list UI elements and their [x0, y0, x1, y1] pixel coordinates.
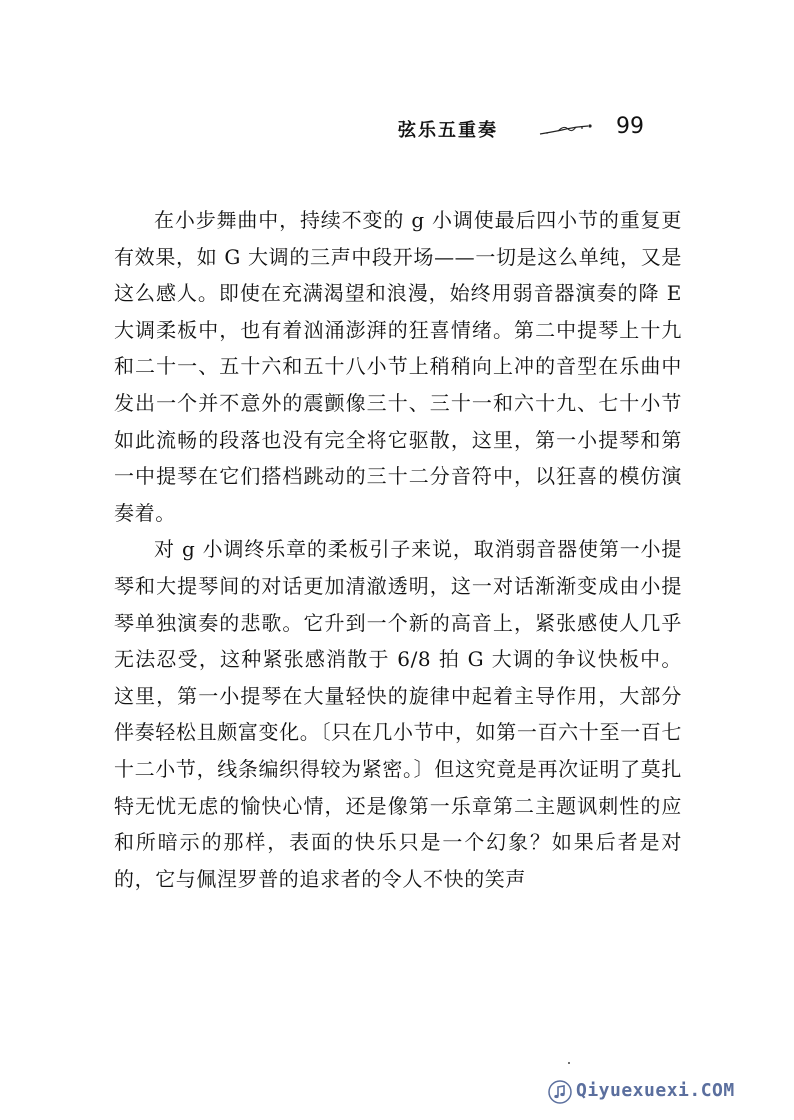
music-note-icon — [548, 1080, 572, 1104]
watermark-text: Qiyuexuexi.COM — [576, 1080, 735, 1101]
running-header — [398, 112, 678, 144]
paragraph: 在小步舞曲中，持续不变的 g 小调使最后四小节的重复更有效果，如 G 大调的三声中段开场——一切是这么单纯，又是这么感人。即使在充满渴望和浪漫，始终用弱音器演奏的降 E 大调柔板中，也有着汹涌澎湃的狂喜情绪。第二中提琴上十九和二十一、五十六和五十八小节上稍稍向上冲的音型在乐曲中发出一个并不意外的震颤像三十、三十一和六十九、七十小节如此流畅的段落也没有完全将它驱散，这里，第一小提琴和第一中提琴在它们搭档跳动的三十二分音符中，以狂喜的模仿演奏着。 — [114, 208, 682, 525]
page-number: 99 — [616, 114, 644, 139]
page-mark-dot — [568, 1062, 570, 1064]
site-watermark — [548, 1078, 778, 1108]
ornament-flourish-icon — [538, 122, 596, 138]
body-text — [114, 202, 682, 897]
running-head-title: 弦乐五重奏 — [398, 120, 498, 141]
paragraph: 对 g 小调终乐章的柔板引子来说，取消弱音器使第一小提琴和大提琴间的对话更加清澈透明，这一对话渐渐变成由小提琴单独演奏的悲歌。它升到一个新的高音上，紧张感使人几乎无法忍受，这种紧张感消散于 6/8 拍 G 大调的争议快板中。这里，第一小提琴在大量轻快的旋律中起着主导作用，大部分伴奏轻松且颇富变化。〔只在几小节中，如第一百六十至一百七十二小节，线条编织得较为紧密。〕但这究竟是再次证明了莫扎特无忧无虑的愉快心情，还是像第一乐章第二主题讽刺性的应和所暗示的那样，表面的快乐只是一个幻象？如果后者是对的，它与佩涅罗普的追求者的令人不快的笑声 — [114, 537, 682, 891]
